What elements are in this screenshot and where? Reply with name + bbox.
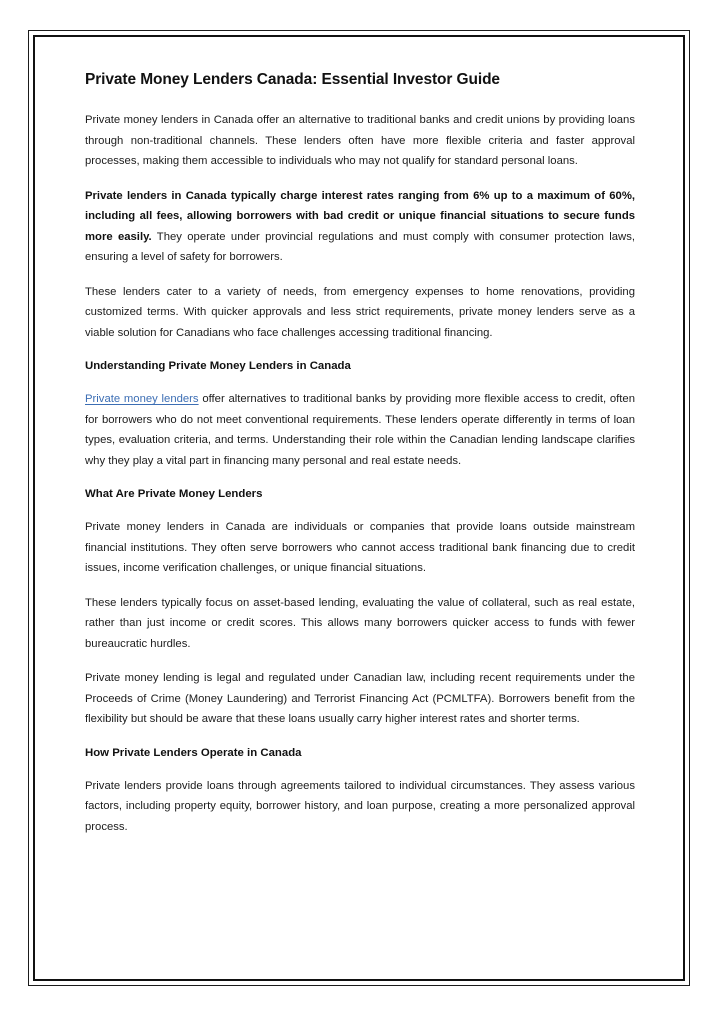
paragraph-intro: Private money lenders in Canada offer an alternative to traditional banks and credit unions by providing loans through non-traditional channels. These lenders often have more flexible criteria and faster approval processes, making them accessible to individuals who may not qualify for standard personal loans. — [85, 114, 635, 168]
document-content — [85, 70, 635, 837]
page-title: Private Money Lenders Canada: Essential Investor Guide — [85, 71, 500, 88]
section-heading-understanding: Understanding Private Money Lenders in Canada — [85, 360, 351, 373]
paragraph-rates — [85, 186, 635, 268]
paragraph-alternatives-remainder: offer alternatives to traditional banks by providing more flexible access to credit, often for borrowers who do not meet conventional requirements. These lenders operate differently in terms of loan types, evaluation criteria, and terms. Understanding their role within the Canadian lending landscape clarifies why they play a vital part in financing many personal and real estate needs. — [85, 393, 635, 467]
section-heading-what-are: What Are Private Money Lenders — [85, 488, 263, 501]
paragraph-alternatives — [85, 389, 635, 471]
paragraph-regulation: Private money lending is legal and regulated under Canadian law, including recent requirements under the Proceeds of Crime (Money Laundering) and Terrorist Financing Act (PCMLTFA). Borrowers benefit from the flexibility but should be aware that these loans usually carry higher interest rates and shorter terms. — [85, 672, 635, 726]
private-money-lenders-link[interactable]: Private money lenders — [85, 393, 199, 406]
paragraph-rates-bold-lead: Private lenders in Canada typically charge interest rates ranging from 6% up to a maximum of 60%, including all fees, allowing borrowers with bad credit or unique financial situations to secure funds more easily. — [85, 189, 635, 243]
section-heading-how-operate: How Private Lenders Operate in Canada — [85, 746, 302, 759]
paragraph-rates-remainder: They operate under provincial regulations and must comply with consumer protection laws, ensuring a level of safety for borrowers. — [85, 230, 635, 264]
paragraph-asset-based: These lenders typically focus on asset-based lending, evaluating the value of collateral, such as real estate, rather than just income or credit scores. This allows many borrowers quicker access to funds with fewer bureaucratic hurdles. — [85, 596, 635, 650]
paragraph-definition: Private money lenders in Canada are individuals or companies that provide loans outside mainstream financial institutions. They often serve borrowers who cannot access traditional bank financing due to credit issues, income verification challenges, or unique financial situations. — [85, 521, 635, 575]
paragraph-operations: Private lenders provide loans through agreements tailored to individual circumstances. They assess various factors, including property equity, borrower history, and loan purpose, creating a more personalized approval process. — [85, 779, 635, 833]
paragraph-needs: These lenders cater to a variety of needs, from emergency expenses to home renovations, providing customized terms. With quicker approvals and less strict requirements, private money lenders serve as a viable solution for Canadians who face challenges accessing traditional financing. — [85, 285, 635, 339]
